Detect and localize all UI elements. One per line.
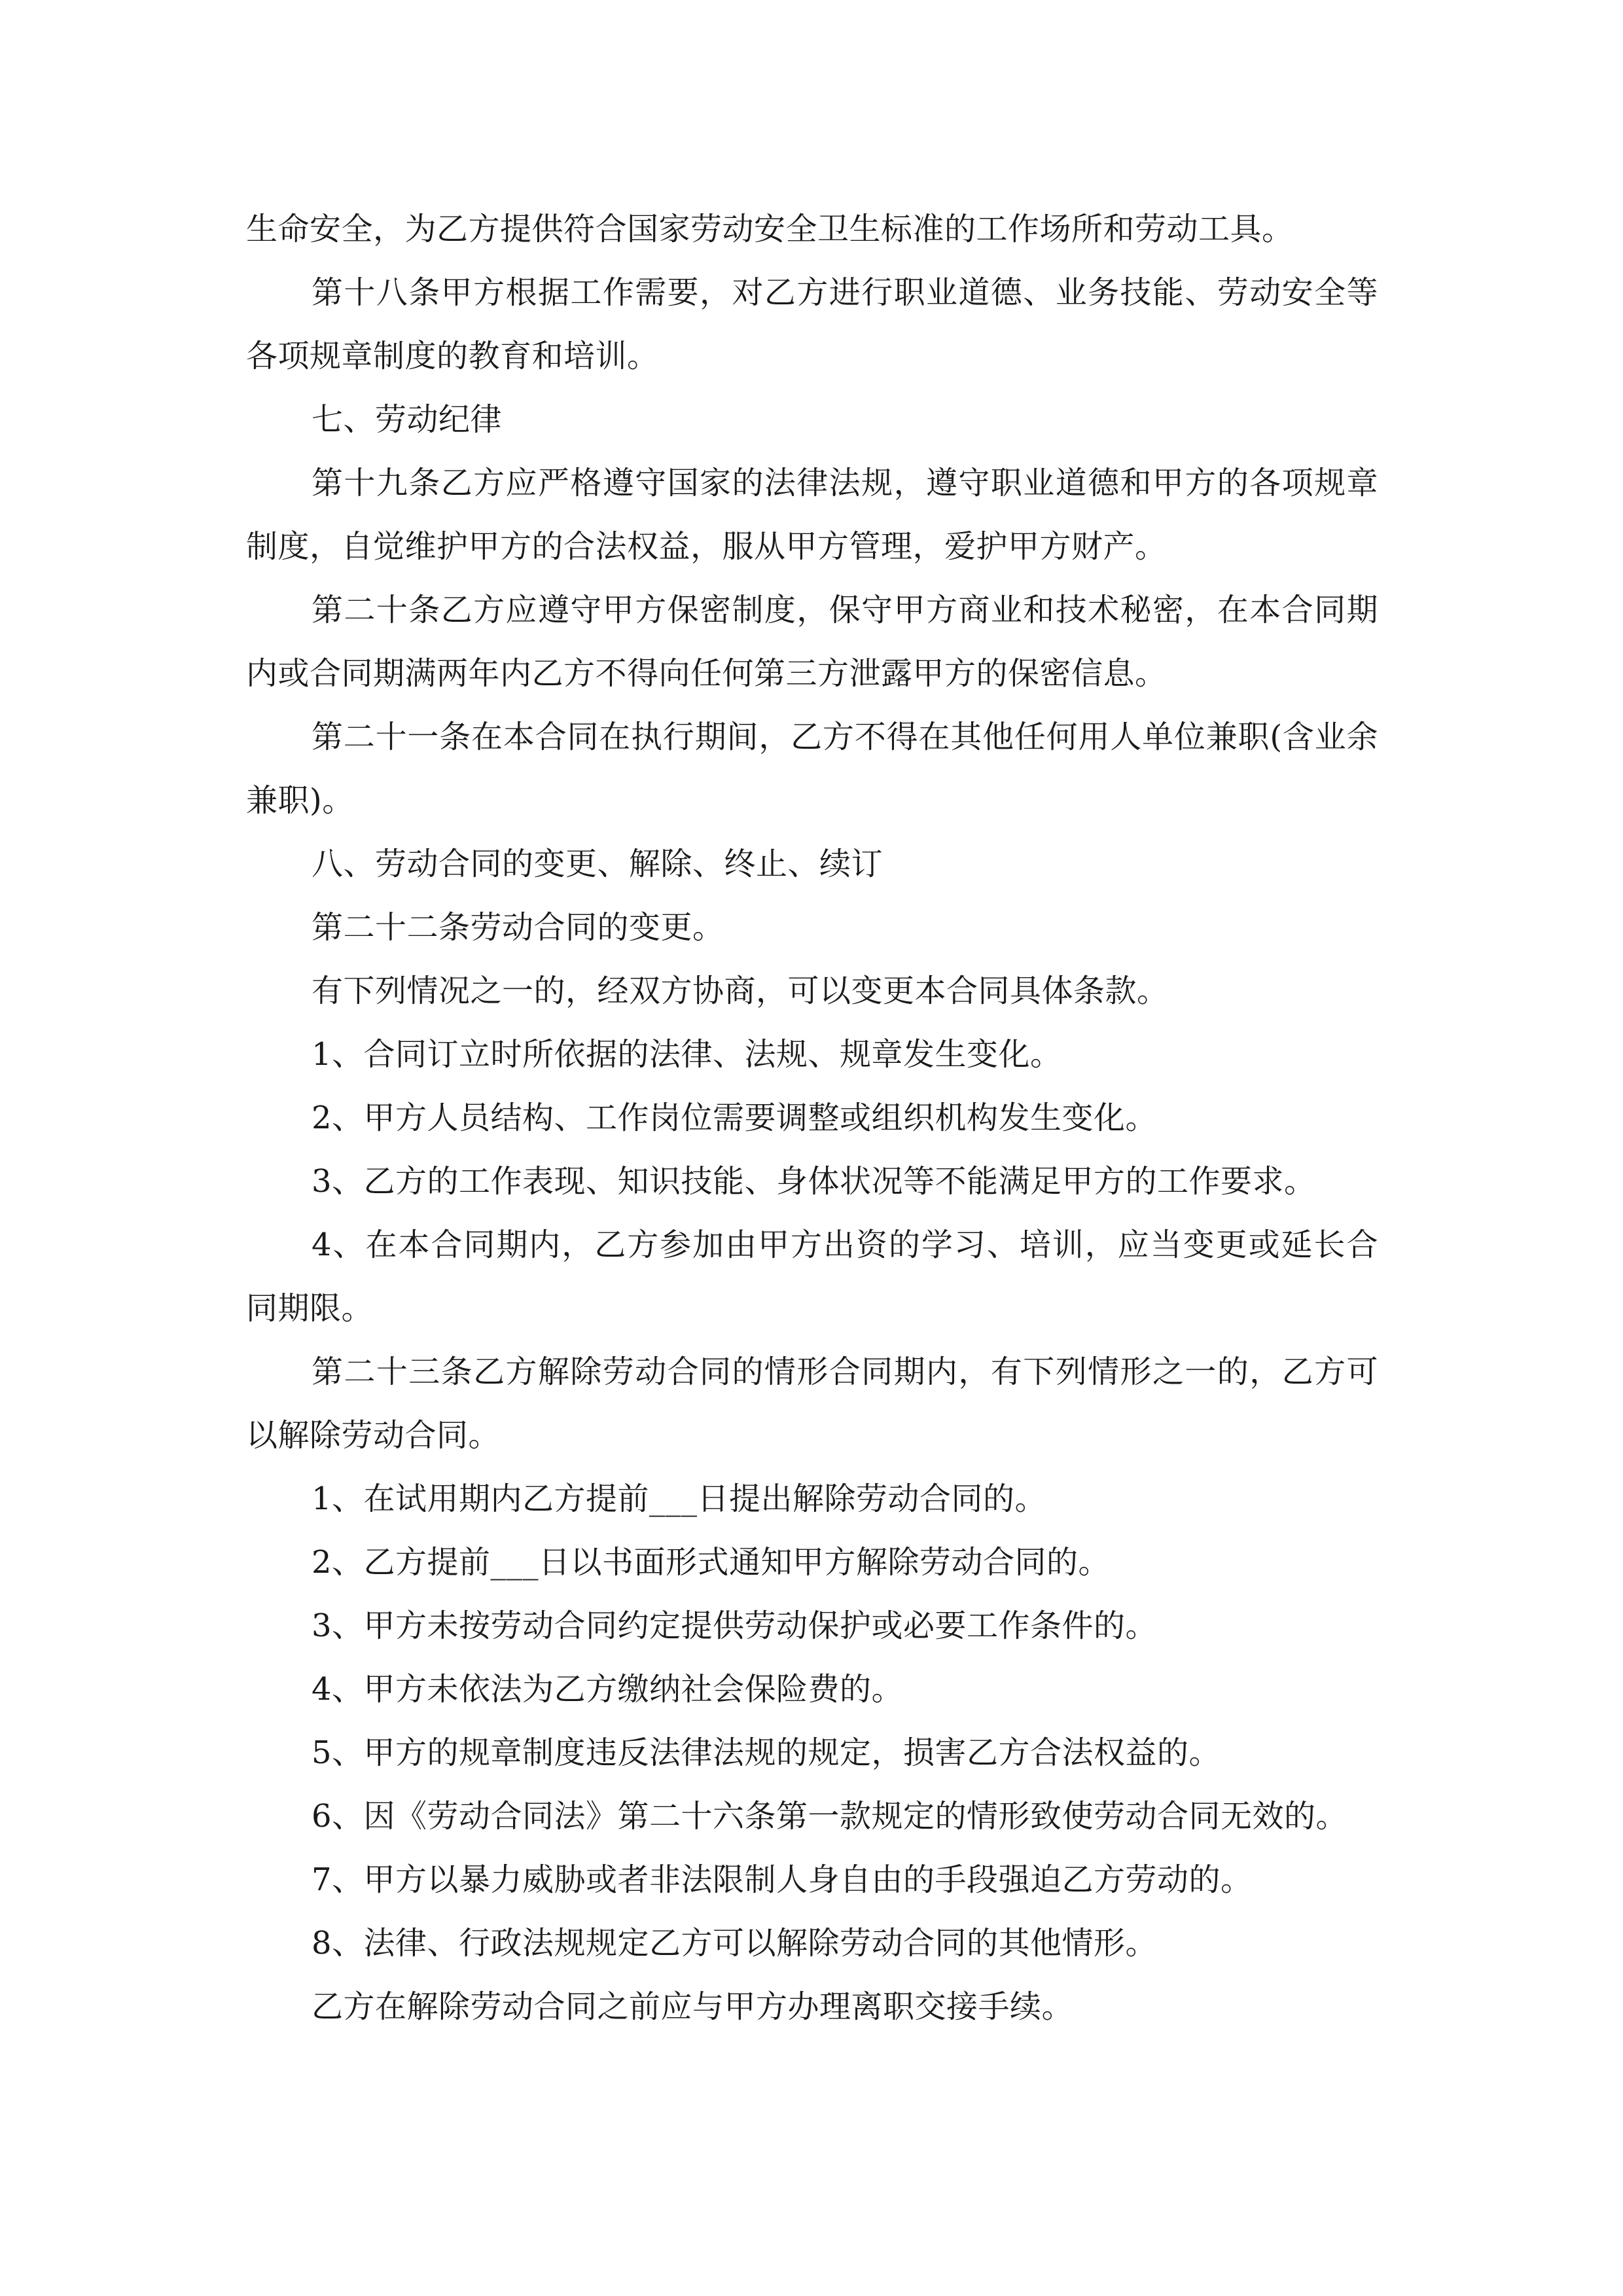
paragraph: 乙方在解除劳动合同之前应与甲方办理离职交接手续。 [312,1988,1074,2025]
paragraph: 第十八条甲方根据工作需要，对乙方进行职业道德、业务技能、劳动安全等各项规章制度的教育和培训。 [246,274,1378,374]
paragraph: 生命安全，为乙方提供符合国家劳动安全卫生标准的工作场所和劳动工具。 [246,211,1294,247]
list-item: 3、乙方的工作表现、知识技能、身体状况等不能满足甲方的工作要求。 [312,1163,1316,1200]
list-item: 5、甲方的规章制度违反法律法规的规定，损害乙方合法权益的。 [312,1734,1221,1771]
paragraph: 第二十一条在本合同在执行期间，乙方不得在其他任何用人单位兼职(含业余兼职)。 [246,719,1378,819]
paragraph: 第二十二条劳动合同的变更。 [312,909,724,946]
paragraph: 第二十条乙方应遵守甲方保密制度，保守甲方商业和技术秘密，在本合同期内或合同期满两年内乙方不得向任何第三方泄露甲方的保密信息。 [246,592,1378,692]
list-item: 1、在试用期内乙方提前___日提出解除劳动合同的。 [312,1480,1047,1517]
list-item: 4、在本合同期内，乙方参加由甲方出资的学习、培训，应当变更或延长合同期限。 [246,1227,1378,1327]
paragraph: 第二十三条乙方解除劳动合同的情形合同期内，有下列情形之一的，乙方可以解除劳动合同。 [246,1354,1378,1454]
list-item: 7、甲方以暴力威胁或者非法限制人身自由的手段强迫乙方劳动的。 [312,1861,1253,1898]
list-item: 3、甲方未按劳动合同约定提供劳动保护或必要工作条件的。 [312,1607,1158,1644]
list-item: 6、因《劳动合同法》第二十六条第一款规定的情形致使劳动合同无效的。 [312,1798,1348,1835]
list-item: 2、甲方人员结构、工作岗位需要调整或组织机构发生变化。 [312,1100,1158,1136]
paragraph: 有下列情况之一的，经双方协商，可以变更本合同具体条款。 [312,973,1169,1009]
paragraph: 第十九条乙方应严格遵守国家的法律法规，遵守职业道德和甲方的各项规章制度，自觉维护甲方的合法权益，服从甲方管理，爱护甲方财产。 [246,465,1378,565]
list-item: 2、乙方提前___日以书面形式通知甲方解除劳动合同的。 [312,1544,1111,1581]
document-body [246,198,1378,2039]
section-heading: 八、劳动合同的变更、解除、终止、续订 [312,846,883,882]
section-heading: 七、劳动纪律 [312,401,503,438]
list-item: 4、甲方未依法为乙方缴纳社会保险费的。 [312,1671,904,1708]
list-item: 8、法律、行政法规规定乙方可以解除劳动合同的其他情形。 [312,1925,1158,1962]
list-item: 1、合同订立时所依据的法律、法规、规章发生变化。 [312,1036,1062,1073]
